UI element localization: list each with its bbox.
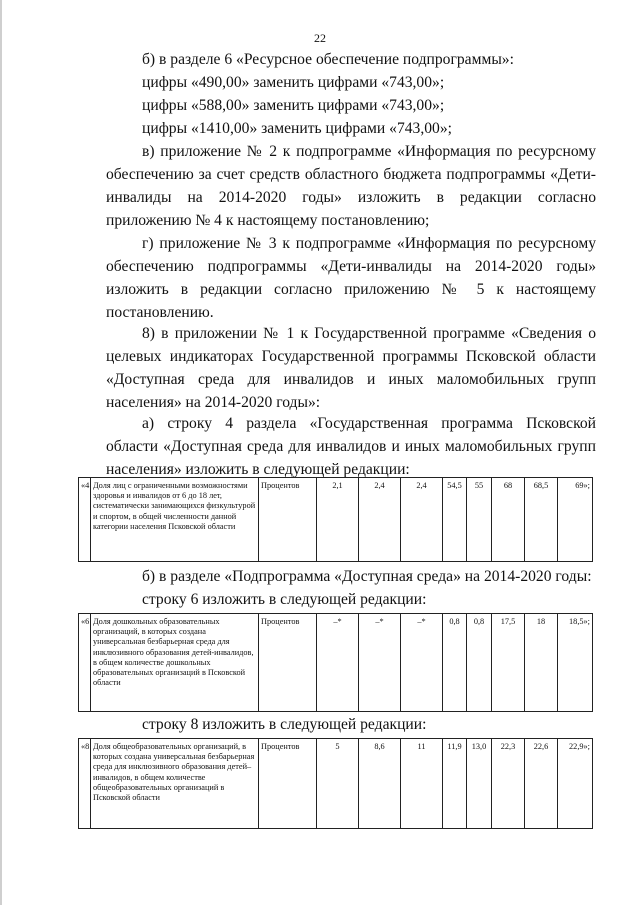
indicator-description: Доля дошкольных образовательных организаций, в которых создана универсальная безбарьерная среда для инклюзивного образования детей-инвалидов, в общем количестве дошкольных образовательных организаций в Псковской области bbox=[91, 614, 259, 712]
value-2015: 8,6 bbox=[359, 739, 401, 829]
value-2017: 11,9 bbox=[443, 739, 467, 829]
value-2020: 68,5 bbox=[525, 478, 558, 562]
paragraph-replace-588: цифры «588,00» заменить цифрами «743,00»; bbox=[142, 97, 445, 114]
scan-edge bbox=[0, 0, 2, 905]
unit-cell: Процентов bbox=[259, 478, 317, 562]
value-2019: 22,3 bbox=[492, 739, 525, 829]
table-row bbox=[79, 478, 593, 562]
row-number: «6 bbox=[79, 614, 91, 712]
row-number: «8 bbox=[79, 739, 91, 829]
table-row bbox=[79, 614, 593, 712]
value-2015: 2,4 bbox=[359, 478, 401, 562]
paragraph-subprogram-section: б) в разделе «Подпрограмма «Доступная среда» на 2014-2020 годы: bbox=[142, 568, 592, 585]
paragraph-appendix-1-indicators: 8) в приложении № 1 к Государственной программе «Сведения о целевых индикаторах Государственной программы Псковской области «Доступная среда для инвалидов и иных маломобильных групп населения» на 2014-2020 годы»: bbox=[106, 325, 596, 411]
value-2017: 54,5 bbox=[443, 478, 467, 562]
indicator-table-row-4 bbox=[78, 477, 593, 562]
paragraph-row-4: а) строку 4 раздела «Государственная программа Псковской области «Доступная среда для инвалидов и иных маломобильных групп населения» изложить в следующей редакции: bbox=[106, 415, 596, 478]
indicator-description: Доля общеобразовательных организаций, в которых создана универсальная безбарьерная среда для инклюзивного образования детей–инвалидов, в общем количестве общеобразовательных организаций в Псковской области bbox=[91, 739, 259, 829]
paragraph-resource-section: б) в разделе 6 «Ресурсное обеспечение подпрограммы»: bbox=[142, 51, 514, 68]
value-2015: –* bbox=[359, 614, 401, 712]
indicator-description: Доля лиц с ограниченными возможностями здоровья и инвалидов от 6 до 18 лет, систематически занимающихся физкультурой и спортом, в общей численности данной категории населения Псковской области bbox=[91, 478, 259, 562]
value-2014: –* bbox=[317, 614, 359, 712]
paragraph-appendix-3: г) приложение № 3 к подпрограмме «Информация по ресурсному обеспечению подпрограммы «Дети-инвалиды на 2014-2020 годы» изложить в редакции согласно приложению № 5 к настоящему постановлению. bbox=[106, 235, 596, 321]
indicator-table-row-8 bbox=[78, 738, 593, 829]
value-2019: 68 bbox=[492, 478, 525, 562]
paragraph-appendix-2: в) приложение № 2 к подпрограмме «Информация по ресурсному обеспечению за счет средств областного бюджета подпрограммы «Дети-инвалиды на 2014-2020 годы» изложить в редакции согласно приложению № 4 к настоящему постановлению; bbox=[106, 143, 596, 229]
value-2018: 0,8 bbox=[467, 614, 492, 712]
row-number: «4 bbox=[79, 478, 91, 562]
value-2020: 18 bbox=[525, 614, 558, 712]
value-2019: 17,5 bbox=[492, 614, 525, 712]
table-row bbox=[79, 739, 593, 829]
value-2016: –* bbox=[401, 614, 443, 712]
value-2016: 2,4 bbox=[401, 478, 443, 562]
value-final: 22,9»; bbox=[558, 739, 593, 829]
value-2018: 13,0 bbox=[467, 739, 492, 829]
page-number: 22 bbox=[314, 31, 326, 45]
paragraph-replace-1410: цифры «1410,00» заменить цифрами «743,00»; bbox=[142, 120, 452, 137]
unit-cell: Процентов bbox=[259, 739, 317, 829]
paragraph-row-8: строку 8 изложить в следующей редакции: bbox=[142, 716, 427, 733]
unit-cell: Процентов bbox=[259, 614, 317, 712]
value-final: 69»; bbox=[558, 478, 593, 562]
value-2020: 22,6 bbox=[525, 739, 558, 829]
value-2016: 11 bbox=[401, 739, 443, 829]
value-2018: 55 bbox=[467, 478, 492, 562]
value-final: 18,5»; bbox=[558, 614, 593, 712]
value-2014: 5 bbox=[317, 739, 359, 829]
value-2017: 0,8 bbox=[443, 614, 467, 712]
indicator-table-row-6 bbox=[78, 613, 593, 712]
paragraph-replace-490: цифры «490,00» заменить цифрами «743,00»; bbox=[142, 74, 445, 91]
value-2014: 2,1 bbox=[317, 478, 359, 562]
paragraph-row-6: строку 6 изложить в следующей редакции: bbox=[142, 591, 427, 608]
